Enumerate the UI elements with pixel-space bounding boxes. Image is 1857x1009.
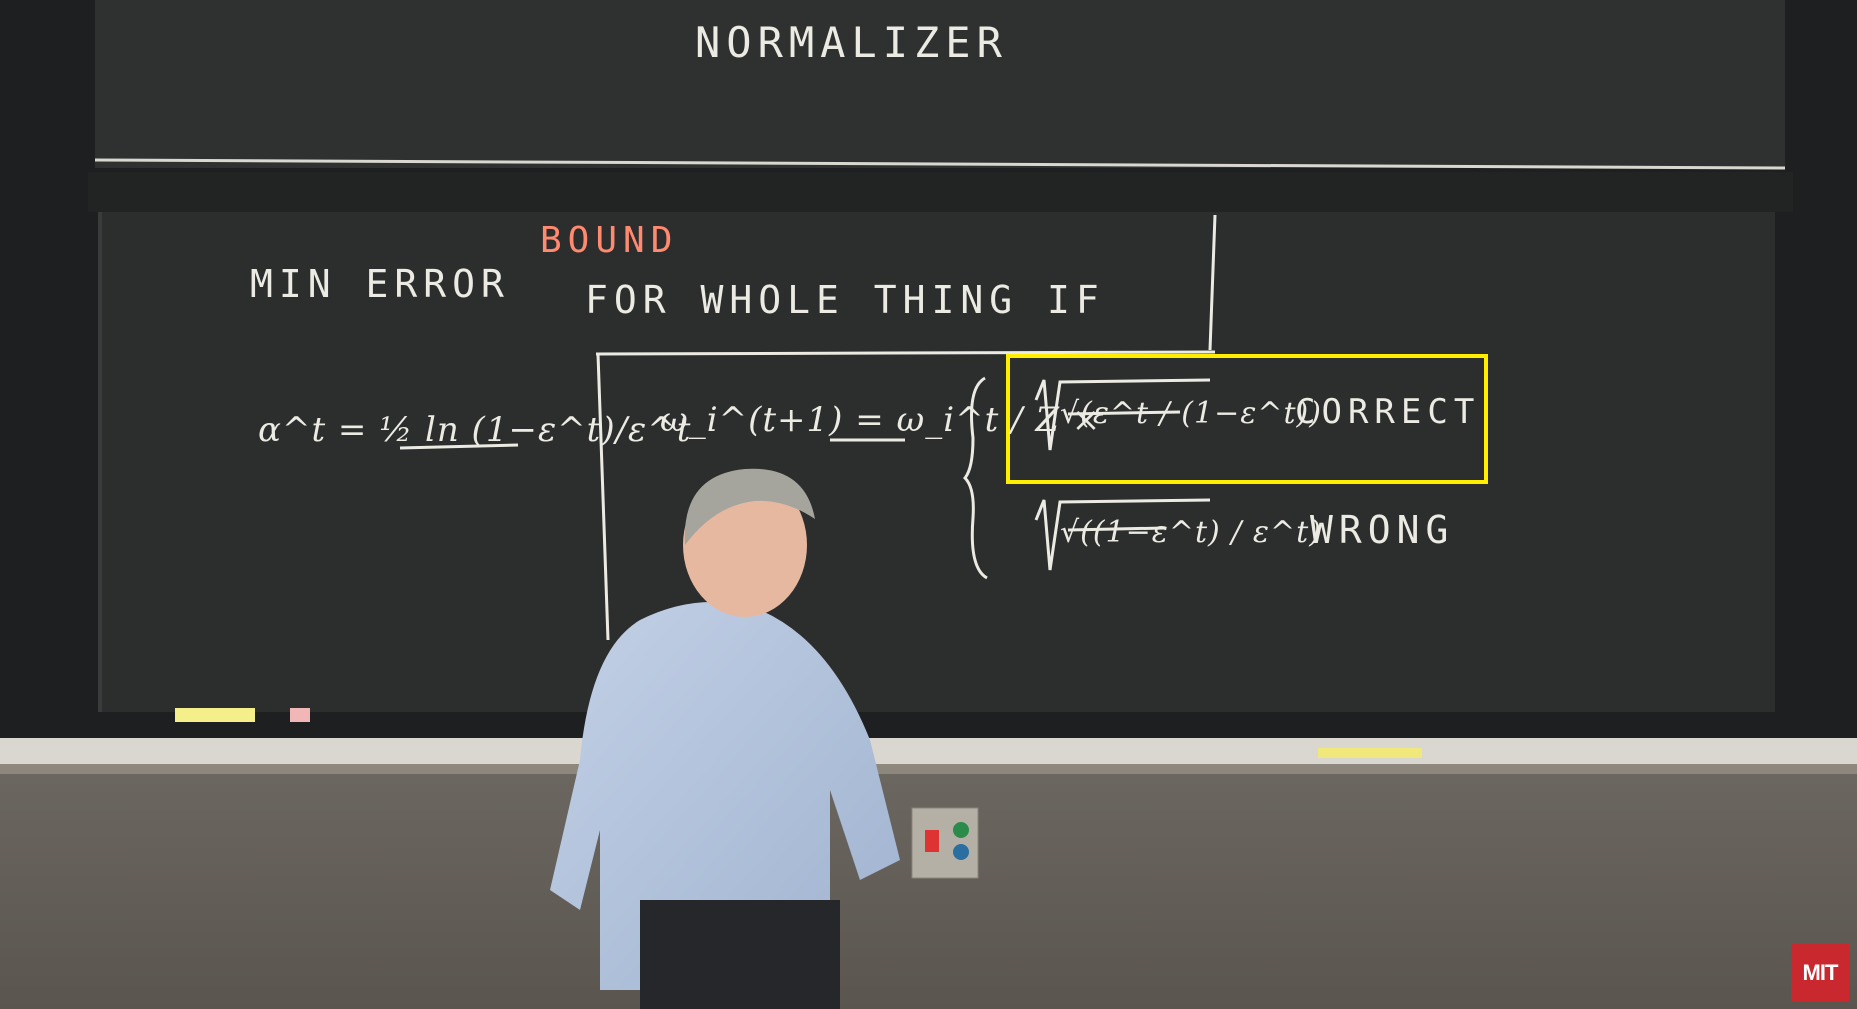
wrong-case-expression: √((1−ε^t) / ε^t) bbox=[1060, 515, 1322, 550]
normalizer-word: NORMALIZER bbox=[695, 18, 1008, 67]
mit-logo: MIT bbox=[1791, 944, 1849, 1002]
heading-post: FOR WHOLE THING IF bbox=[585, 278, 1105, 322]
heading-pre: MIN ERROR bbox=[250, 262, 510, 306]
wrong-case-label: WRONG bbox=[1310, 508, 1455, 552]
alpha-formula: α^t = ½ ln (1−ε^t)/ε^t bbox=[258, 410, 692, 450]
wall-switch-panel bbox=[912, 808, 978, 878]
correct-case-expression: √(ε^t / (1−ε^t)) bbox=[1060, 396, 1322, 431]
correct-case-label: CORRECT bbox=[1295, 392, 1481, 432]
heading-insert-bound: BOUND bbox=[540, 220, 679, 261]
chalk-tray bbox=[0, 738, 1857, 764]
weight-update-formula: ω_i^(t+1) = ω_i^t / Z × bbox=[660, 400, 1102, 440]
